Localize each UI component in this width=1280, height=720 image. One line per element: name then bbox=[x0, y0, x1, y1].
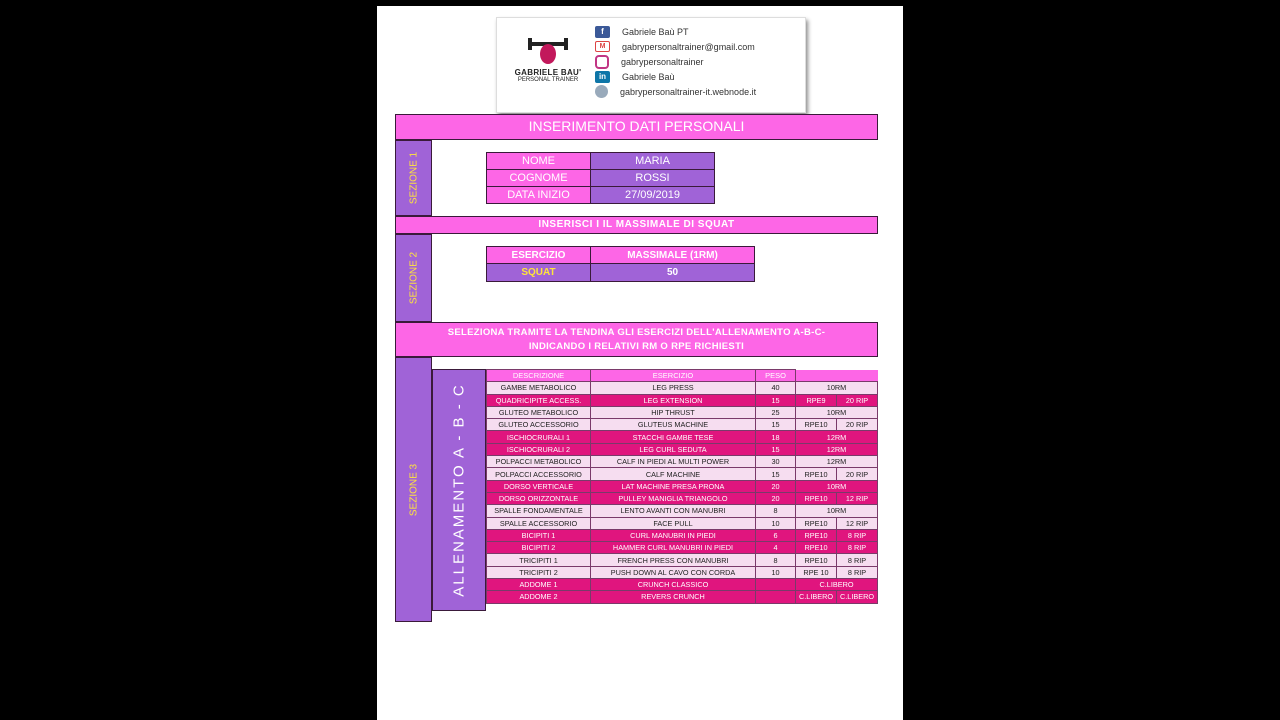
field-value-nome[interactable]: MARIA bbox=[591, 153, 715, 170]
field-value-data-inizio[interactable]: 27/09/2019 bbox=[591, 187, 715, 204]
row-description[interactable]: DORSO ORIZZONTALE bbox=[487, 492, 591, 504]
web-icon bbox=[595, 85, 608, 98]
row-description[interactable]: QUADRICIPITE ACCESS. bbox=[487, 394, 591, 406]
row-weight[interactable]: 10 bbox=[756, 566, 796, 578]
table-row bbox=[487, 505, 878, 517]
exercise-squat: SQUAT bbox=[487, 264, 591, 282]
contact-text: Gabriele Baù PT bbox=[622, 26, 689, 37]
squat-max-table bbox=[486, 246, 755, 282]
main-title bbox=[395, 114, 878, 140]
contact-text: Gabriele Baù bbox=[622, 71, 675, 82]
row-intensity[interactable]: RPE10 bbox=[796, 529, 837, 541]
contact-instagram[interactable] bbox=[595, 54, 801, 69]
training-header-row bbox=[487, 370, 878, 382]
row-weight[interactable]: 8 bbox=[756, 505, 796, 517]
row-intensity[interactable]: RPE10 bbox=[796, 419, 837, 431]
mail-icon: M bbox=[595, 41, 610, 52]
table-row bbox=[487, 419, 878, 431]
row-description[interactable]: ISCHIOCRURALI 1 bbox=[487, 431, 591, 443]
contact-linkedin[interactable] bbox=[595, 69, 801, 84]
row-reps[interactable]: 20 RIP bbox=[837, 419, 878, 431]
row-intensity[interactable]: RPE10 bbox=[796, 517, 837, 529]
contact-facebook[interactable] bbox=[595, 24, 801, 39]
row-intensity[interactable]: C.LIBERO bbox=[796, 591, 837, 603]
row-description[interactable]: GLUTEO ACCESSORIO bbox=[487, 419, 591, 431]
field-value-cognome[interactable]: ROSSI bbox=[591, 170, 715, 187]
row-intensity[interactable]: RPE10 bbox=[796, 554, 837, 566]
row-weight[interactable]: 30 bbox=[756, 456, 796, 468]
section1-sidebar bbox=[395, 140, 432, 216]
row-reps[interactable]: 8 RIP bbox=[837, 529, 878, 541]
row-exercise[interactable]: FACE PULL bbox=[591, 517, 756, 529]
row-description[interactable]: POLPACCI ACCESSORIO bbox=[487, 468, 591, 480]
row-exercise[interactable]: FRENCH PRESS CON MANUBRI bbox=[591, 554, 756, 566]
row-exercise[interactable]: LEG PRESS bbox=[591, 382, 756, 394]
row-weight[interactable]: 8 bbox=[756, 554, 796, 566]
table-row bbox=[487, 566, 878, 578]
section3-title-line2: INDICANDO I RELATIVI RM O RPE RICHIESTI bbox=[528, 341, 745, 352]
row-weight[interactable] bbox=[756, 591, 796, 603]
table-row bbox=[487, 456, 878, 468]
row-weight[interactable]: 15 bbox=[756, 419, 796, 431]
row-description[interactable]: TRICIPITI 2 bbox=[487, 566, 591, 578]
contact-card bbox=[496, 17, 806, 113]
weightlifter-icon bbox=[528, 38, 568, 66]
facebook-icon: f bbox=[595, 26, 610, 38]
row-description[interactable]: ADDOME 1 bbox=[487, 579, 591, 591]
col-descrizione: DESCRIZIONE bbox=[487, 370, 591, 382]
col-massimale: MASSIMALE (1RM) bbox=[591, 247, 755, 264]
row-exercise[interactable]: PUSH DOWN AL CAVO CON CORDA bbox=[591, 566, 756, 578]
row-description[interactable]: ADDOME 2 bbox=[487, 591, 591, 603]
row-weight[interactable]: 4 bbox=[756, 542, 796, 554]
row-reps[interactable]: C.LIBERO bbox=[837, 591, 878, 603]
main-title-text: INSERIMENTO DATI PERSONALI bbox=[528, 118, 745, 134]
contact-email[interactable] bbox=[595, 39, 801, 54]
row-reps[interactable]: 20 RIP bbox=[837, 394, 878, 406]
table-row bbox=[487, 406, 878, 418]
row-description[interactable]: BICIPITI 1 bbox=[487, 529, 591, 541]
row-weight[interactable]: 40 bbox=[756, 382, 796, 394]
table-row bbox=[487, 443, 878, 455]
row-exercise[interactable]: REVERS CRUNCH bbox=[591, 591, 756, 603]
row-description[interactable]: DORSO VERTICALE bbox=[487, 480, 591, 492]
row-exercise[interactable]: GLUTEUS MACHINE bbox=[591, 419, 756, 431]
row-intensity[interactable]: 10RM bbox=[796, 505, 878, 517]
row-exercise[interactable]: CURL MANUBRI IN PIEDI bbox=[591, 529, 756, 541]
row-intensity[interactable]: RPE10 bbox=[796, 492, 837, 504]
row-description[interactable]: ISCHIOCRURALI 2 bbox=[487, 443, 591, 455]
row-reps[interactable]: 12 RIP bbox=[837, 517, 878, 529]
section3-label: SEZIONE 3 bbox=[408, 463, 419, 516]
row-description[interactable]: GAMBE METABOLICO bbox=[487, 382, 591, 394]
table-row bbox=[487, 468, 878, 480]
col-esercizio: ESERCIZIO bbox=[487, 247, 591, 264]
row-description[interactable]: GLUTEO METABOLICO bbox=[487, 406, 591, 418]
row-description[interactable]: TRICIPITI 1 bbox=[487, 554, 591, 566]
contact-text: gabrypersonaltrainer bbox=[621, 56, 704, 67]
table-row bbox=[487, 591, 878, 603]
field-label-cognome: COGNOME bbox=[487, 170, 591, 187]
row-weight[interactable]: 25 bbox=[756, 406, 796, 418]
section3-sidebar bbox=[395, 357, 432, 622]
table-row bbox=[487, 394, 878, 406]
table-row bbox=[487, 492, 878, 504]
squat-max-value[interactable]: 50 bbox=[591, 264, 755, 282]
table-row bbox=[487, 554, 878, 566]
table-row bbox=[487, 542, 878, 554]
row-exercise[interactable]: LENTO AVANTI CON MANUBRI bbox=[591, 505, 756, 517]
training-label: ALLENAMENTO A - B - C bbox=[450, 383, 468, 597]
section3-title bbox=[395, 322, 878, 357]
row-intensity[interactable]: 10RM bbox=[796, 406, 878, 418]
col-peso: PESO bbox=[756, 370, 796, 382]
row-weight[interactable]: 6 bbox=[756, 529, 796, 541]
row-exercise[interactable]: CRUNCH CLASSICO bbox=[591, 579, 756, 591]
row-weight[interactable]: 20 bbox=[756, 480, 796, 492]
training-table bbox=[486, 369, 878, 604]
row-weight[interactable] bbox=[756, 579, 796, 591]
row-description[interactable]: SPALLE ACCESSORIO bbox=[487, 517, 591, 529]
training-sidebar bbox=[432, 369, 486, 611]
row-weight[interactable]: 18 bbox=[756, 431, 796, 443]
linkedin-icon: in bbox=[595, 71, 610, 83]
row-exercise[interactable]: LAT MACHINE PRESA PRONA bbox=[591, 480, 756, 492]
row-exercise[interactable]: STACCHI GAMBE TESE bbox=[591, 431, 756, 443]
row-reps[interactable]: 12 RIP bbox=[837, 492, 878, 504]
field-label-nome: NOME bbox=[487, 153, 591, 170]
row-intensity[interactable]: RPE10 bbox=[796, 468, 837, 480]
row-description[interactable]: SPALLE FONDAMENTALE bbox=[487, 505, 591, 517]
row-reps[interactable]: 8 RIP bbox=[837, 542, 878, 554]
logo-name: GABRIELE BAU' bbox=[514, 68, 582, 77]
logo bbox=[503, 38, 593, 98]
row-reps[interactable]: 20 RIP bbox=[837, 468, 878, 480]
row-intensity[interactable]: RPE9 bbox=[796, 394, 837, 406]
field-label-data-inizio: DATA INIZIO bbox=[487, 187, 591, 204]
row-description[interactable]: POLPACCI METABOLICO bbox=[487, 456, 591, 468]
row-exercise[interactable]: LEG CURL SEDUTA bbox=[591, 443, 756, 455]
personal-data-table bbox=[486, 152, 715, 204]
table-row bbox=[487, 382, 878, 394]
table-row bbox=[487, 517, 878, 529]
row-intensity[interactable]: 12RM bbox=[796, 443, 878, 455]
table-row bbox=[487, 529, 878, 541]
row-weight[interactable]: 15 bbox=[756, 468, 796, 480]
row-intensity[interactable]: 12RM bbox=[796, 456, 878, 468]
row-weight[interactable]: 15 bbox=[756, 394, 796, 406]
section2-title-text: INSERISCI I IL MASSIMALE DI SQUAT bbox=[538, 219, 735, 230]
row-weight[interactable]: 20 bbox=[756, 492, 796, 504]
row-intensity[interactable]: 10RM bbox=[796, 480, 878, 492]
contact-list bbox=[595, 24, 801, 99]
logo-subtitle: PERSONAL TRAINER bbox=[517, 77, 579, 83]
table-row bbox=[487, 480, 878, 492]
row-description[interactable]: BICIPITI 2 bbox=[487, 542, 591, 554]
section2-sidebar bbox=[395, 234, 432, 322]
section3-title-line1: SELEZIONA TRAMITE LA TENDINA GLI ESERCIZI DELL'ALLENAMENTO A-B-C- bbox=[447, 327, 826, 338]
row-intensity[interactable]: 10RM bbox=[796, 382, 878, 394]
row-exercise[interactable]: PULLEY MANIGLIA TRIANGOLO bbox=[591, 492, 756, 504]
row-exercise[interactable]: CALF IN PIEDI AL MULTI POWER bbox=[591, 456, 756, 468]
row-intensity[interactable]: C.LIBERO bbox=[796, 579, 878, 591]
row-weight[interactable]: 15 bbox=[756, 443, 796, 455]
contact-text: gabrypersonaltrainer@gmail.com bbox=[622, 41, 755, 52]
table-row bbox=[487, 431, 878, 443]
col-esercizio: ESERCIZIO bbox=[591, 370, 756, 382]
row-intensity[interactable]: RPE 10 bbox=[796, 566, 837, 578]
row-intensity[interactable]: RPE10 bbox=[796, 542, 837, 554]
table-row bbox=[487, 579, 878, 591]
row-reps[interactable]: 8 RIP bbox=[837, 566, 878, 578]
row-intensity[interactable]: 12RM bbox=[796, 431, 878, 443]
header-blank bbox=[796, 370, 878, 382]
contact-website[interactable] bbox=[595, 84, 801, 99]
document-page bbox=[377, 6, 903, 720]
section1-label: SEZIONE 1 bbox=[408, 151, 419, 205]
row-exercise[interactable]: HAMMER CURL MANUBRI IN PIEDI bbox=[591, 542, 756, 554]
row-exercise[interactable]: LEG EXTENSION bbox=[591, 394, 756, 406]
row-reps[interactable]: 8 RIP bbox=[837, 554, 878, 566]
row-exercise[interactable]: CALF MACHINE bbox=[591, 468, 756, 480]
contact-text: gabrypersonaltrainer-it.webnode.it bbox=[620, 86, 757, 97]
section2-title bbox=[395, 216, 878, 234]
row-exercise[interactable]: HIP THRUST bbox=[591, 406, 756, 418]
section2-label: SEZIONE 2 bbox=[408, 251, 419, 305]
row-weight[interactable]: 10 bbox=[756, 517, 796, 529]
instagram-icon bbox=[595, 55, 609, 69]
